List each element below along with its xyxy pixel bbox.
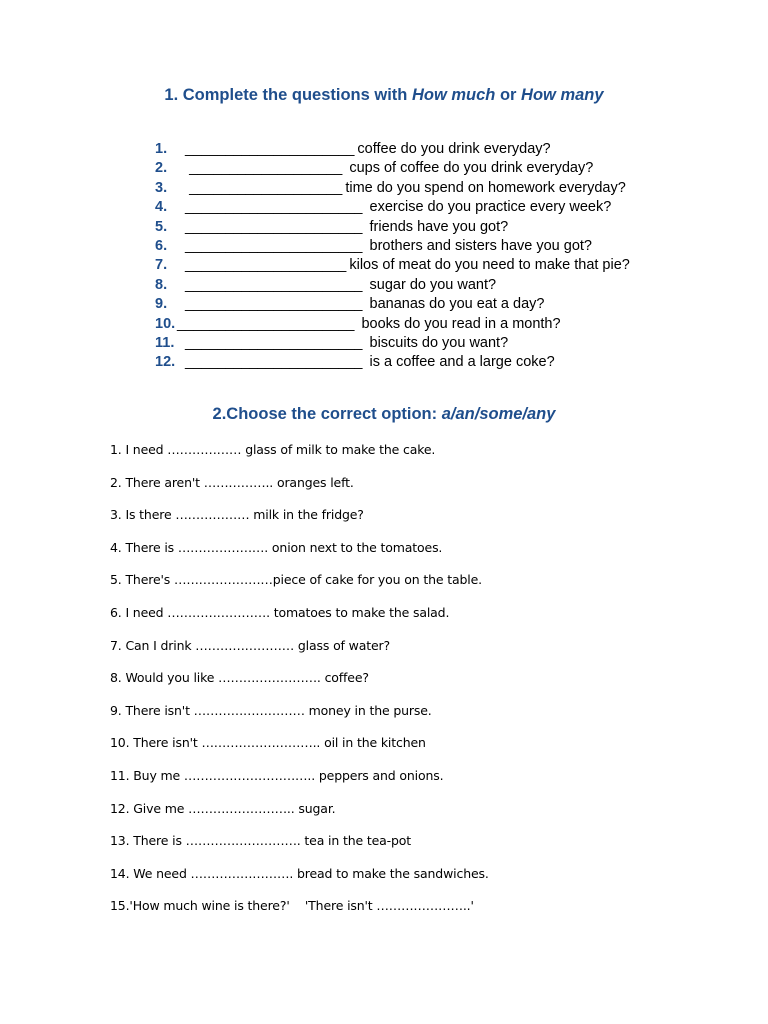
answer-blank[interactable]: ____________________ (177, 257, 347, 274)
question-number: 5. (155, 218, 168, 235)
exercise-item: 8. Would you like ……………………. coffee? (110, 670, 369, 686)
question-item (155, 140, 630, 159)
question-number: 8. (155, 276, 168, 293)
question-item (155, 353, 630, 372)
section-1-heading-prefix: 1. Complete the questions with (164, 86, 412, 104)
question-number: 2. (155, 160, 168, 177)
exercise-item: 6. I need ……………………. tomatoes to make the salad. (110, 604, 450, 620)
exercise-item: 11. Buy me ………………………….. peppers and onions. (110, 767, 444, 783)
question-text: friends have you got? (365, 218, 509, 235)
section-2-question-list (110, 440, 489, 929)
exercise-item: 14. We need ……………………. bread to make the sandwiches. (110, 865, 489, 881)
question-text: is a coffee and a large coke? (365, 354, 555, 371)
section-1-question-list (155, 140, 630, 373)
exercise-item: 12. Give me …………………….. sugar. (110, 800, 336, 816)
exercise-item: 3. Is there ……………… milk in the fridge? (110, 507, 364, 523)
question-number: 7. (155, 257, 168, 274)
question-item (155, 295, 630, 314)
question-number: 1. (155, 141, 168, 157)
question-text: sugar do you want? (365, 276, 497, 293)
question-text: time do you spend on homework everyday? (345, 179, 626, 196)
question-text: biscuits do you want? (365, 334, 509, 351)
question-item (155, 315, 630, 334)
section-2-heading-options: a/an/some/any (441, 405, 556, 423)
question-text: brothers and sisters have you got? (365, 237, 592, 254)
question-item (155, 334, 630, 353)
exercise-item: 13. There is ………………………. tea in the tea-pot (110, 833, 412, 849)
exercise-item: 1. I need ……………… glass of milk to make the cake. (110, 442, 436, 457)
question-number: 9. (155, 296, 168, 313)
section-1-heading-how-many: How many (521, 86, 604, 104)
question-text: cups of coffee do you drink everyday? (345, 160, 594, 177)
question-text: kilos of meat do you need to make that pie? (349, 257, 630, 274)
question-item (155, 159, 630, 178)
question-text: exercise do you practice every week? (365, 199, 612, 216)
question-item (155, 198, 630, 217)
exercise-item: 10. There isn't ……………………….. oil in the kitchen (110, 735, 426, 751)
question-number: 10. (155, 315, 176, 332)
section-1-heading-or: or (495, 86, 522, 104)
question-number: 3. (155, 179, 168, 196)
answer-blank[interactable]: ______________________ (177, 334, 363, 351)
question-number: 12. (155, 354, 176, 371)
answer-blank[interactable]: ______________________ (177, 276, 363, 293)
exercise-item: 9. There isn't ……………………… money in the purse. (110, 702, 432, 718)
answer-blank[interactable]: ______________________ (177, 296, 363, 313)
answer-blank[interactable]: ______________________ (177, 199, 363, 216)
question-item (155, 237, 630, 256)
answer-blank[interactable]: ______________________ (177, 315, 355, 332)
section-2-heading-prefix: 2.Choose the correct option: (212, 405, 442, 423)
question-item (155, 218, 630, 237)
answer-blank[interactable]: ___________________ (177, 160, 343, 177)
question-item (155, 179, 630, 198)
answer-blank[interactable]: _____________________ (177, 141, 355, 157)
question-number: 4. (155, 199, 168, 216)
answer-blank[interactable]: ___________________ (177, 179, 343, 196)
exercise-item: 7. Can I drink …………………… glass of water? (110, 637, 390, 653)
section-1-heading (0, 86, 768, 105)
exercise-item: 15.'How much wine is there?' 'There isn't …………………..' (110, 898, 474, 914)
exercise-item: 2. There aren't …………….. oranges left. (110, 474, 354, 490)
question-text: bananas do you eat a day? (365, 296, 545, 313)
question-text: coffee do you drink everyday? (357, 141, 551, 157)
question-item (155, 256, 630, 275)
answer-blank[interactable]: ______________________ (177, 354, 363, 371)
exercise-item: 5. There's ……………………piece of cake for you on the table. (110, 572, 482, 588)
section-2-heading (0, 405, 768, 424)
question-number: 6. (155, 237, 168, 254)
question-item (155, 276, 630, 295)
question-number: 11. (155, 334, 175, 351)
question-text: books do you read in a month? (357, 315, 561, 332)
answer-blank[interactable]: ______________________ (177, 218, 363, 235)
answer-blank[interactable]: ______________________ (177, 237, 363, 254)
exercise-item: 4. There is …………………. onion next to the tomatoes. (110, 539, 443, 555)
section-1-heading-how-much: How much (411, 86, 496, 104)
